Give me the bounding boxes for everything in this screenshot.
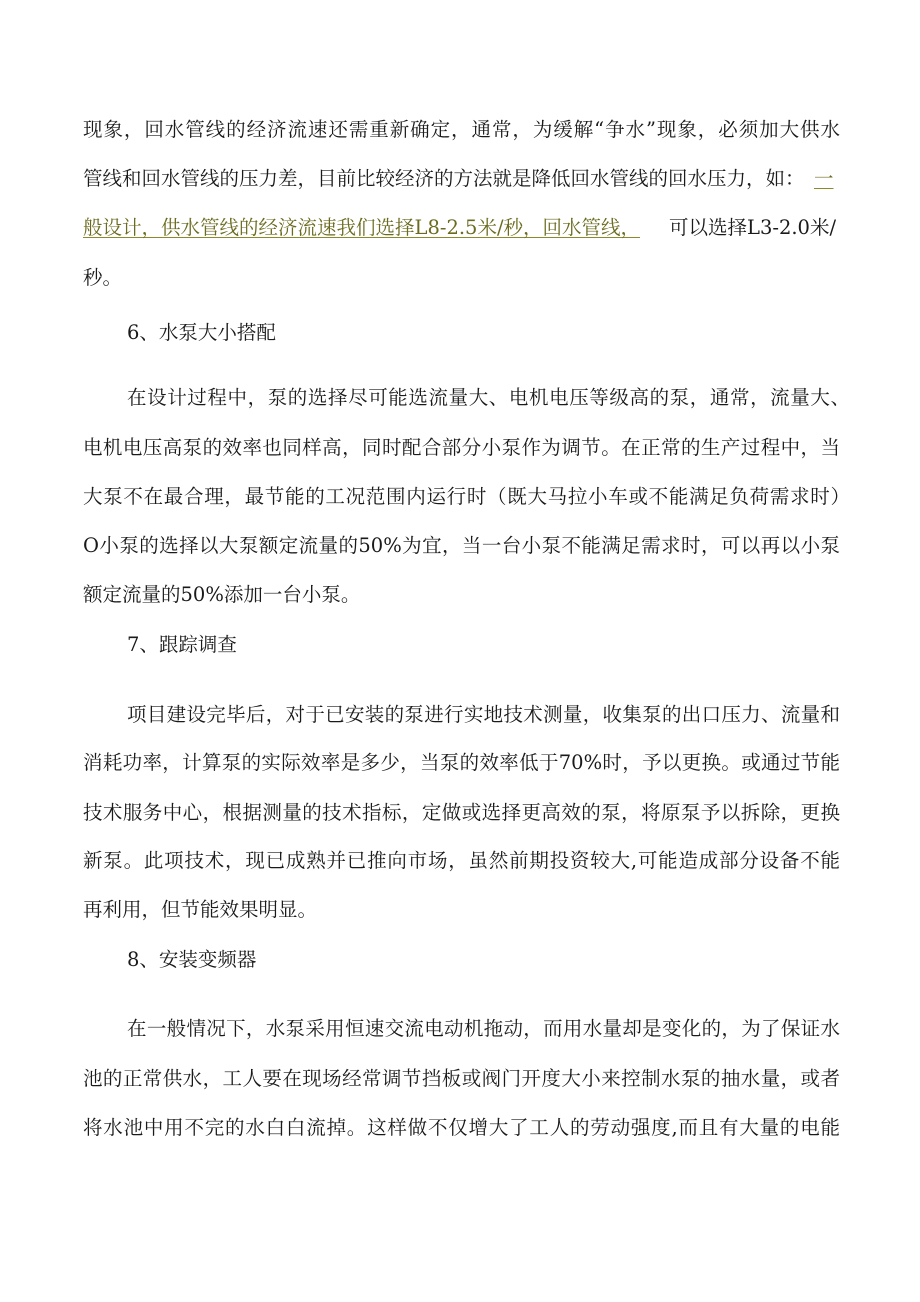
paragraph-line: O小泵的选择以大泵额定流量的50%为宜，当一台小泵不能满足需求时，可以再以小泵 xyxy=(83,534,840,557)
paragraph-line: 项目建设完毕后，对于已安装的泵进行实地技术测量，收集泵的出口压力、流量和 xyxy=(127,703,840,726)
paragraph-line: 将水池中用不完的水白白流掉。这样做不仅增大了工人的劳动强度,而且有大量的电能 xyxy=(83,1116,840,1139)
section-heading: 6、水泵大小搭配 xyxy=(127,321,276,344)
linked-text[interactable]: 般设计，供水管线的经济流速我们选择L8-2.5米/秒，回水管线， xyxy=(83,216,641,239)
paragraph-line: 在设计过程中，泵的选择尽可能选流量大、电机电压等级高的泵，通常，流量大、 xyxy=(127,386,850,409)
section-heading: 7、跟踪调查 xyxy=(127,633,237,656)
paragraph-text: 可以选择L3-2.0米/ xyxy=(669,216,837,239)
paragraph-line: 大泵不在最合理，最节能的工况范围内运行时（既大马拉小车或不能满足负荷需求时） xyxy=(83,485,850,508)
paragraph-line: 秒。 xyxy=(83,266,123,289)
paragraph-line: 在一般情况下，水泵采用恒速交流电动机拖动，而用水量却是变化的，为了保证水 xyxy=(127,1017,840,1040)
paragraph-line: 额定流量的50%添加一台小泵。 xyxy=(83,583,361,606)
paragraph-line: 电机电压高泵的效率也同样高，同时配合部分小泵作为调节。在正常的生产过程中，当 xyxy=(83,436,840,459)
section-heading: 8、安装变频器 xyxy=(127,948,257,971)
paragraph-line: 新泵。此项技术，现已成熟并已推向市场，虽然前期投资较大,可能造成部分设备不能 xyxy=(83,849,840,872)
paragraph-text: 管线和回水管线的压力差，目前比较经济的方法就是降低回水管线的回水压力，如： xyxy=(83,167,805,190)
paragraph-line: 消耗功率，计算泵的实际效率是多少，当泵的效率低于70%时，予以更换。或通过节能 xyxy=(83,751,840,774)
paragraph-line: 现象，回水管线的经济流速还需重新确定，通常，为缓解“争水”现象，必须加大供水 xyxy=(83,118,840,141)
linked-text[interactable]: 一 xyxy=(814,167,834,190)
paragraph-line: 池的正常供水，工人要在现场经常调节挡板或阀门开度大小来控制水泵的抽水量，或者 xyxy=(83,1067,840,1090)
paragraph-line: 再利用，但节能效果明显。 xyxy=(83,898,318,921)
paragraph-line xyxy=(83,162,840,196)
paragraph-line: 技术服务中心，根据测量的技术指标，定做或选择更高效的泵，将原泵予以拆除，更换 xyxy=(83,801,840,824)
paragraph-line xyxy=(83,211,840,245)
